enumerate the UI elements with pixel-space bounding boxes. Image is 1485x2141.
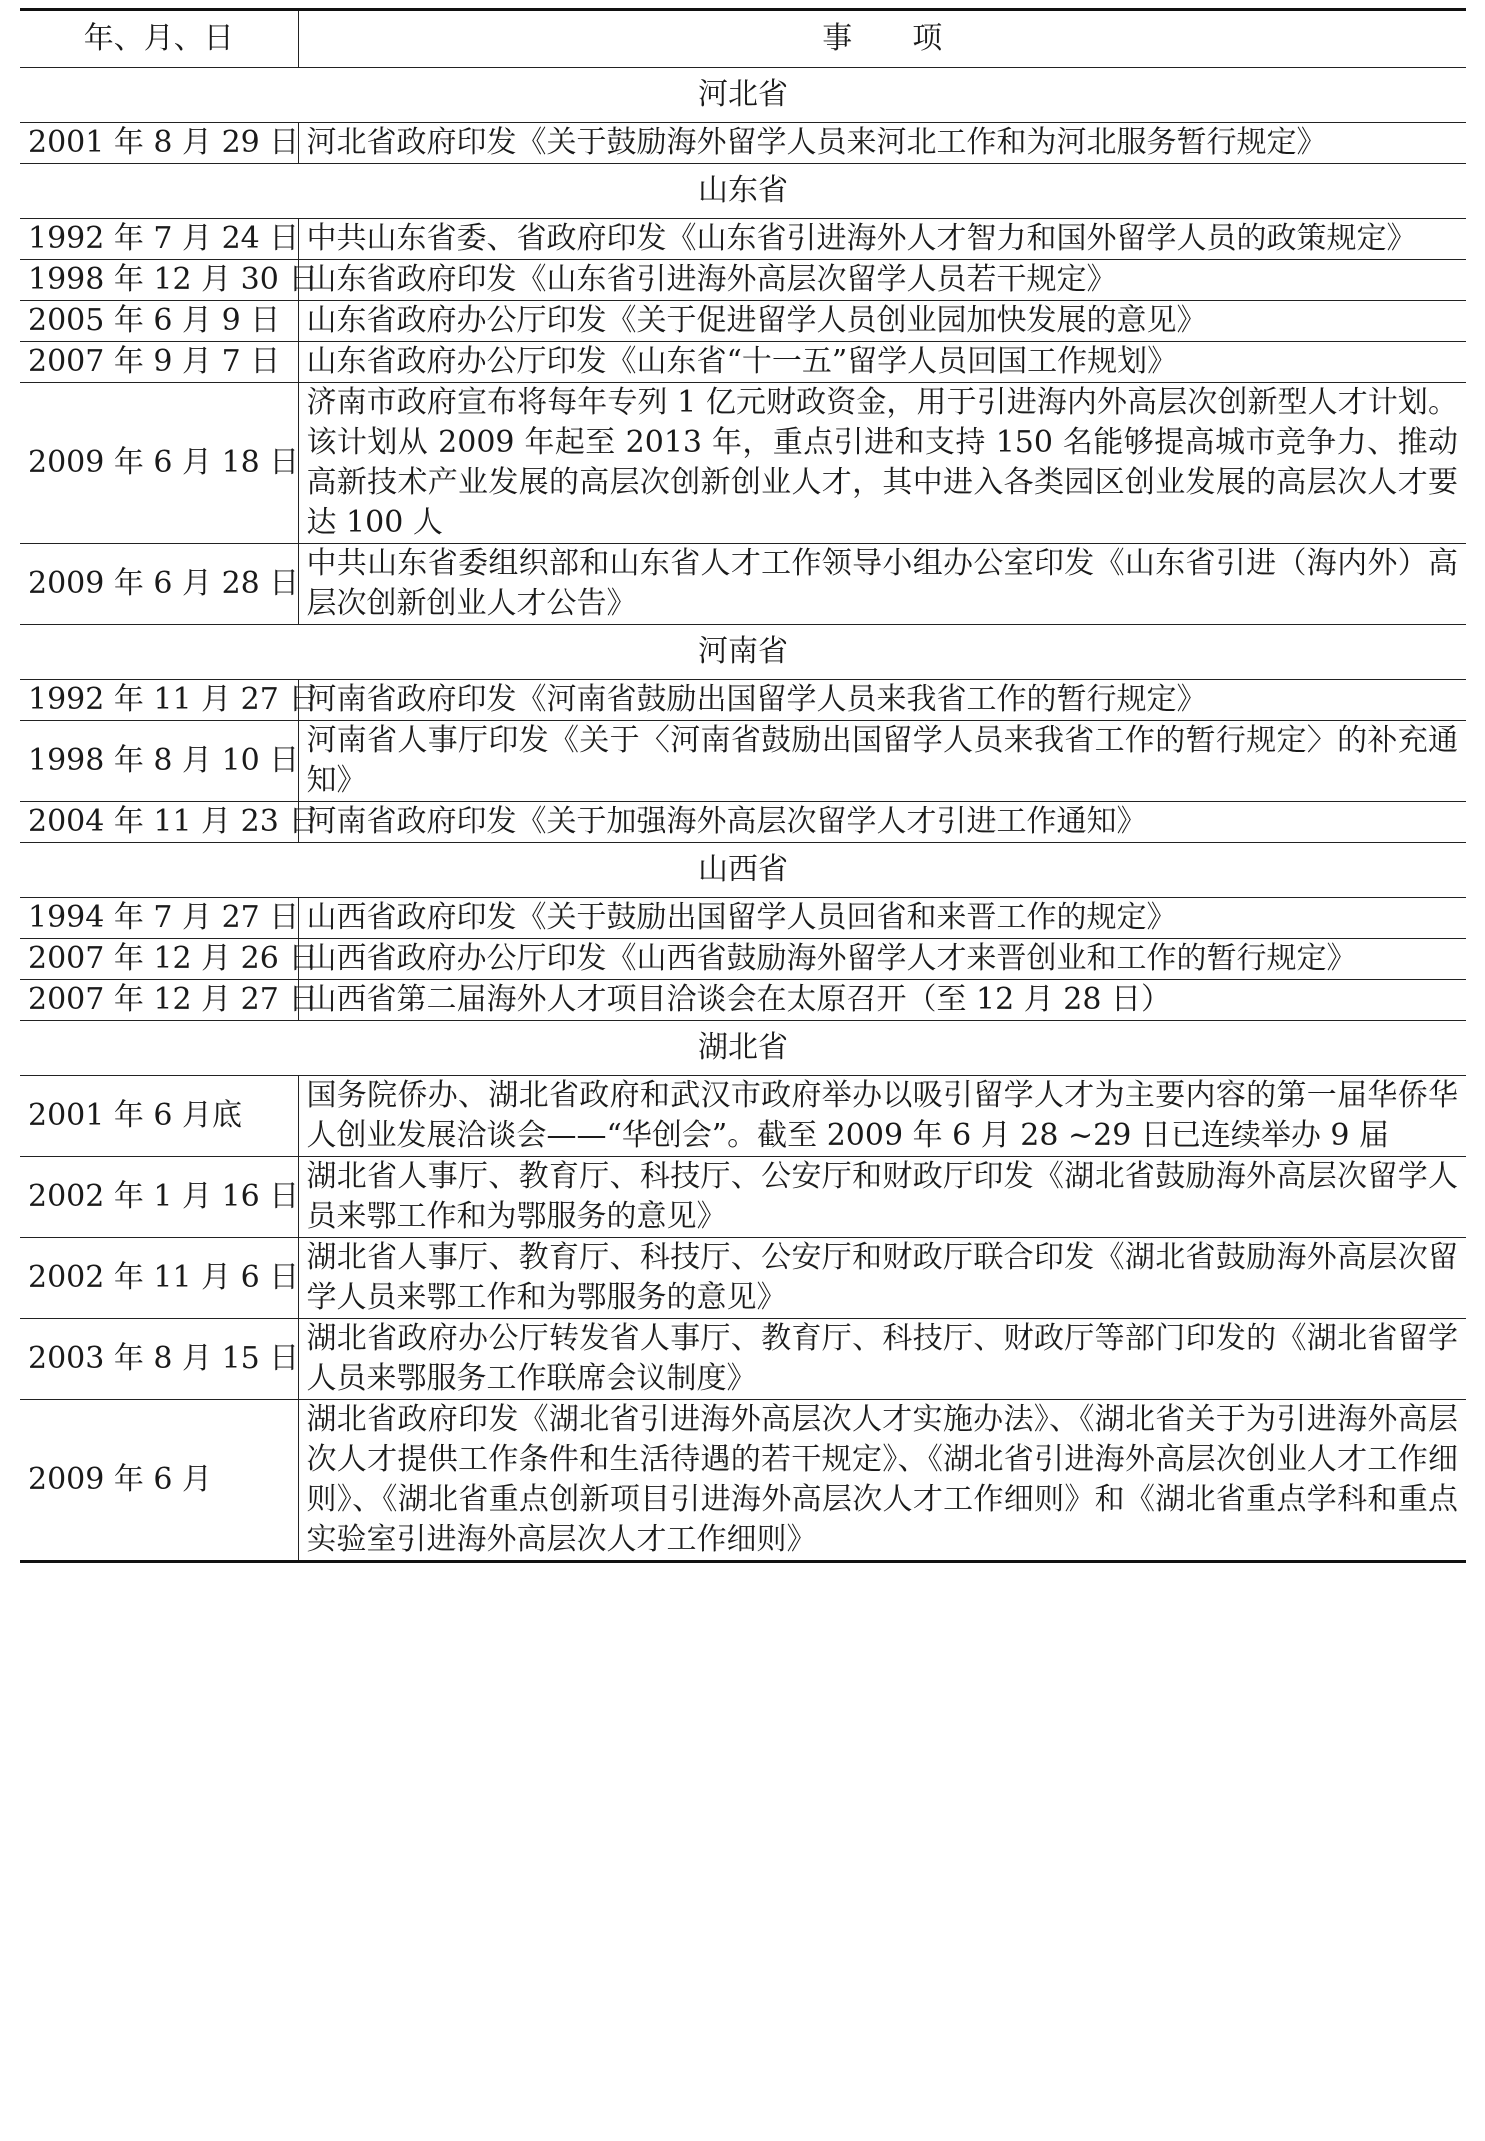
province-header-shanxi: 山西省 [20,843,1466,898]
row-date: 1992 年 7 月 24 日 [20,219,298,260]
row-date: 2009 年 6 月 [20,1400,298,1562]
table-header-row [20,10,1466,68]
table-row [20,1157,1466,1238]
table-row [20,301,1466,342]
row-date: 2002 年 11 月 6 日 [20,1238,298,1319]
row-date: 2009 年 6 月 28 日 [20,544,298,625]
province-header-shandong: 山东省 [20,164,1466,219]
row-item: 山东省政府办公厅印发《山东省“十一五”留学人员回国工作规划》 [298,342,1466,383]
row-date: 1992 年 11 月 27 日 [20,680,298,721]
row-date: 2007 年 9 月 7 日 [20,342,298,383]
row-date: 1994 年 7 月 27 日 [20,898,298,939]
date-column-header: 年、月、日 [20,10,298,68]
row-item: 河南省政府印发《关于加强海外高层次留学人才引进工作通知》 [298,802,1466,843]
row-item: 山西省政府印发《关于鼓励出国留学人员回省和来晋工作的规定》 [298,898,1466,939]
row-date: 1998 年 12 月 30 日 [20,260,298,301]
row-item: 河南省政府印发《河南省鼓励出国留学人员来我省工作的暂行规定》 [298,680,1466,721]
row-item: 河北省政府印发《关于鼓励海外留学人员来河北工作和为河北服务暂行规定》 [298,123,1466,164]
table-row [20,219,1466,260]
table-row [20,123,1466,164]
row-item: 山西省第二届海外人才项目洽谈会在太原召开（至 12 月 28 日） [298,980,1466,1021]
row-item: 国务院侨办、湖北省政府和武汉市政府举办以吸引留学人才为主要内容的第一届华侨华人创业发展洽谈会——“华创会”。截至 2009 年 6 月 28 ~29 日已连续举办 9 届 [298,1076,1466,1157]
table-row [20,721,1466,802]
row-item: 湖北省政府印发《湖北省引进海外高层次人才实施办法》、《湖北省关于为引进海外高层次人才提供工作条件和生活待遇的若干规定》、《湖北省引进海外高层次创业人才工作细则》、《湖北省重点创新项目引进海外高层次人才工作细则》和《湖北省重点学科和重点实验室引进海外高层次人才工作细则》 [298,1400,1466,1562]
province-header-hubei: 湖北省 [20,1021,1466,1076]
row-date: 2007 年 12 月 26 日 [20,939,298,980]
province-header-hebei: 河北省 [20,68,1466,123]
table-row [20,802,1466,843]
row-date: 2004 年 11 月 23 日 [20,802,298,843]
row-item: 山东省政府办公厅印发《关于促进留学人员创业园加快发展的意见》 [298,301,1466,342]
table-row [20,544,1466,625]
row-date: 1998 年 8 月 10 日 [20,721,298,802]
table-row [20,260,1466,301]
row-item: 湖北省人事厅、教育厅、科技厅、公安厅和财政厅联合印发《湖北省鼓励海外高层次留学人员来鄂工作和为鄂服务的意见》 [298,1238,1466,1319]
province-header-henan: 河南省 [20,625,1466,680]
table-row [20,383,1466,544]
row-item: 济南市政府宣布将每年专列 1 亿元财政资金，用于引进海内外高层次创新型人才计划。该计划从 2009 年起至 2013 年，重点引进和支持 150 名能够提高城市竞争力、推动高新技术产业发展的高层次创新创业人才，其中进入各类园区创业发展的高层次人才要达 100 人 [298,383,1466,544]
table-row [20,939,1466,980]
row-item: 山西省政府办公厅印发《山西省鼓励海外留学人才来晋创业和工作的暂行规定》 [298,939,1466,980]
row-date: 2007 年 12 月 27 日 [20,980,298,1021]
row-item: 中共山东省委、省政府印发《山东省引进海外人才智力和国外留学人员的政策规定》 [298,219,1466,260]
row-date: 2001 年 8 月 29 日 [20,123,298,164]
row-item: 河南省人事厅印发《关于〈河南省鼓励出国留学人员来我省工作的暂行规定〉的补充通知》 [298,721,1466,802]
policy-timeline-table [20,8,1466,1563]
row-date: 2001 年 6 月底 [20,1076,298,1157]
table-row [20,1238,1466,1319]
table-row [20,1319,1466,1400]
table-row [20,1400,1466,1562]
row-date: 2002 年 1 月 16 日 [20,1157,298,1238]
row-item: 中共山东省委组织部和山东省人才工作领导小组办公室印发《山东省引进（海内外）高层次创新创业人才公告》 [298,544,1466,625]
row-date: 2009 年 6 月 18 日 [20,383,298,544]
row-item: 湖北省人事厅、教育厅、科技厅、公安厅和财政厅印发《湖北省鼓励海外高层次留学人员来鄂工作和为鄂服务的意见》 [298,1157,1466,1238]
table-row [20,980,1466,1021]
table-row [20,1076,1466,1157]
table-row [20,342,1466,383]
row-date: 2005 年 6 月 9 日 [20,301,298,342]
document-page [20,8,1466,1563]
row-item: 湖北省政府办公厅转发省人事厅、教育厅、科技厅、财政厅等部门印发的《湖北省留学人员来鄂服务工作联席会议制度》 [298,1319,1466,1400]
table-row [20,898,1466,939]
table-row [20,680,1466,721]
row-date: 2003 年 8 月 15 日 [20,1319,298,1400]
item-column-header: 事 项 [298,10,1466,68]
row-item: 山东省政府印发《山东省引进海外高层次留学人员若干规定》 [298,260,1466,301]
